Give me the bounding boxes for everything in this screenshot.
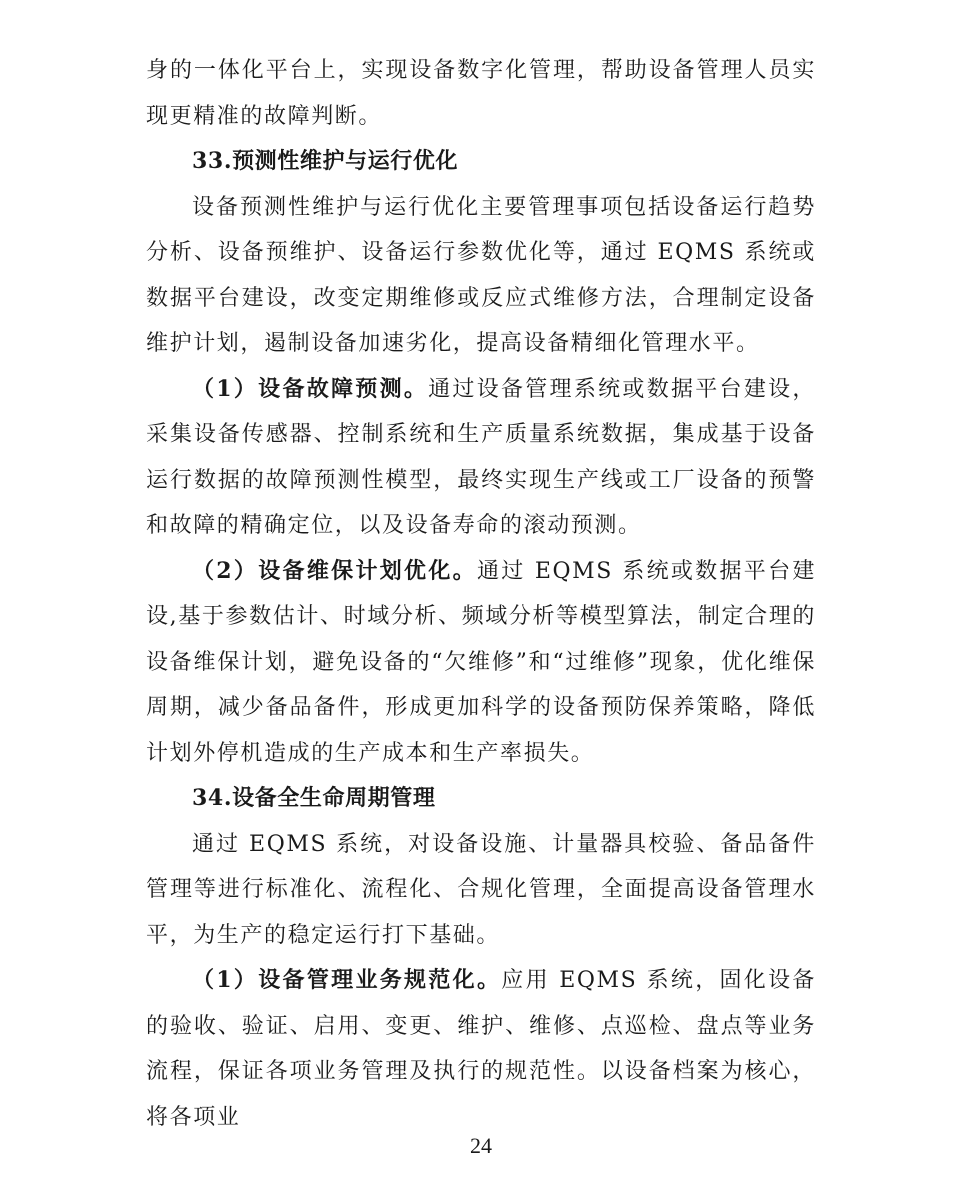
page-body [146, 48, 816, 1140]
paragraph-continuation: 身的一体化平台上，实现设备数字化管理，帮助设备管理人员实现更精准的故障判断。 [146, 58, 816, 129]
item-body-fault-prediction: 通过设备管理系统或数据平台建设，采集设备传感器、控制系统和生产质量系统数据，集成基于设备运行数据的故障预测性模型，最终实现生产线或工厂设备的预警和故障的精确定位，以及设备寿命的滚动预测。 [146, 376, 816, 538]
paragraph-section-33-intro: 设备预测性维护与运行优化主要管理事项包括设备运行趋势分析、设备预维护、设备运行参数优化等，通过 EQMS 系统或数据平台建设，改变定期维修或反应式维修方法，合理制定设备维护计划，遏制设备加速劣化，提高设备精细化管理水平。 [146, 194, 816, 356]
item-body-business-standardization: 应用 EQMS 系统，固化设备的验收、验证、启用、变更、维护、维修、点巡检、盘点等业务流程，保证各项业务管理及执行的规范性。以设备档案为核心，将各项业 [146, 968, 817, 1130]
section-heading-34: 34.设备全生命周期管理 [192, 785, 436, 811]
item-lead-maintenance-plan: （2）设备维保计划优化。 [192, 557, 477, 584]
paragraph-maintenance-plan [146, 549, 816, 777]
item-body-maintenance-plan: 通过 EQMS 系统或数据平台建设,基于参数估计、时域分析、频域分析等模型算法，制定合理的设备维保计划，避免设备的“欠维修”和“过维修”现象，优化维保周期，减少备品备件，形成更加科学的设备预防保养策略，降低计划外停机造成的生产成本和生产率损失。 [146, 558, 816, 766]
paragraph-business-standardization [146, 958, 816, 1140]
item-lead-fault-prediction: （1）设备故障预测。 [192, 375, 429, 402]
item-lead-business-standardization: （1）设备管理业务规范化。 [192, 967, 502, 993]
section-heading-33: 33.预测性维护与运行优化 [192, 148, 459, 174]
paragraph-section-34-intro: 通过 EQMS 系统，对设备设施、计量器具校验、备品备件管理等进行标准化、流程化、合规化管理，全面提高设备管理水平，为生产的稳定运行打下基础。 [146, 831, 816, 948]
paragraph-fault-prediction [146, 367, 816, 549]
page-number: 24 [470, 1133, 492, 1158]
